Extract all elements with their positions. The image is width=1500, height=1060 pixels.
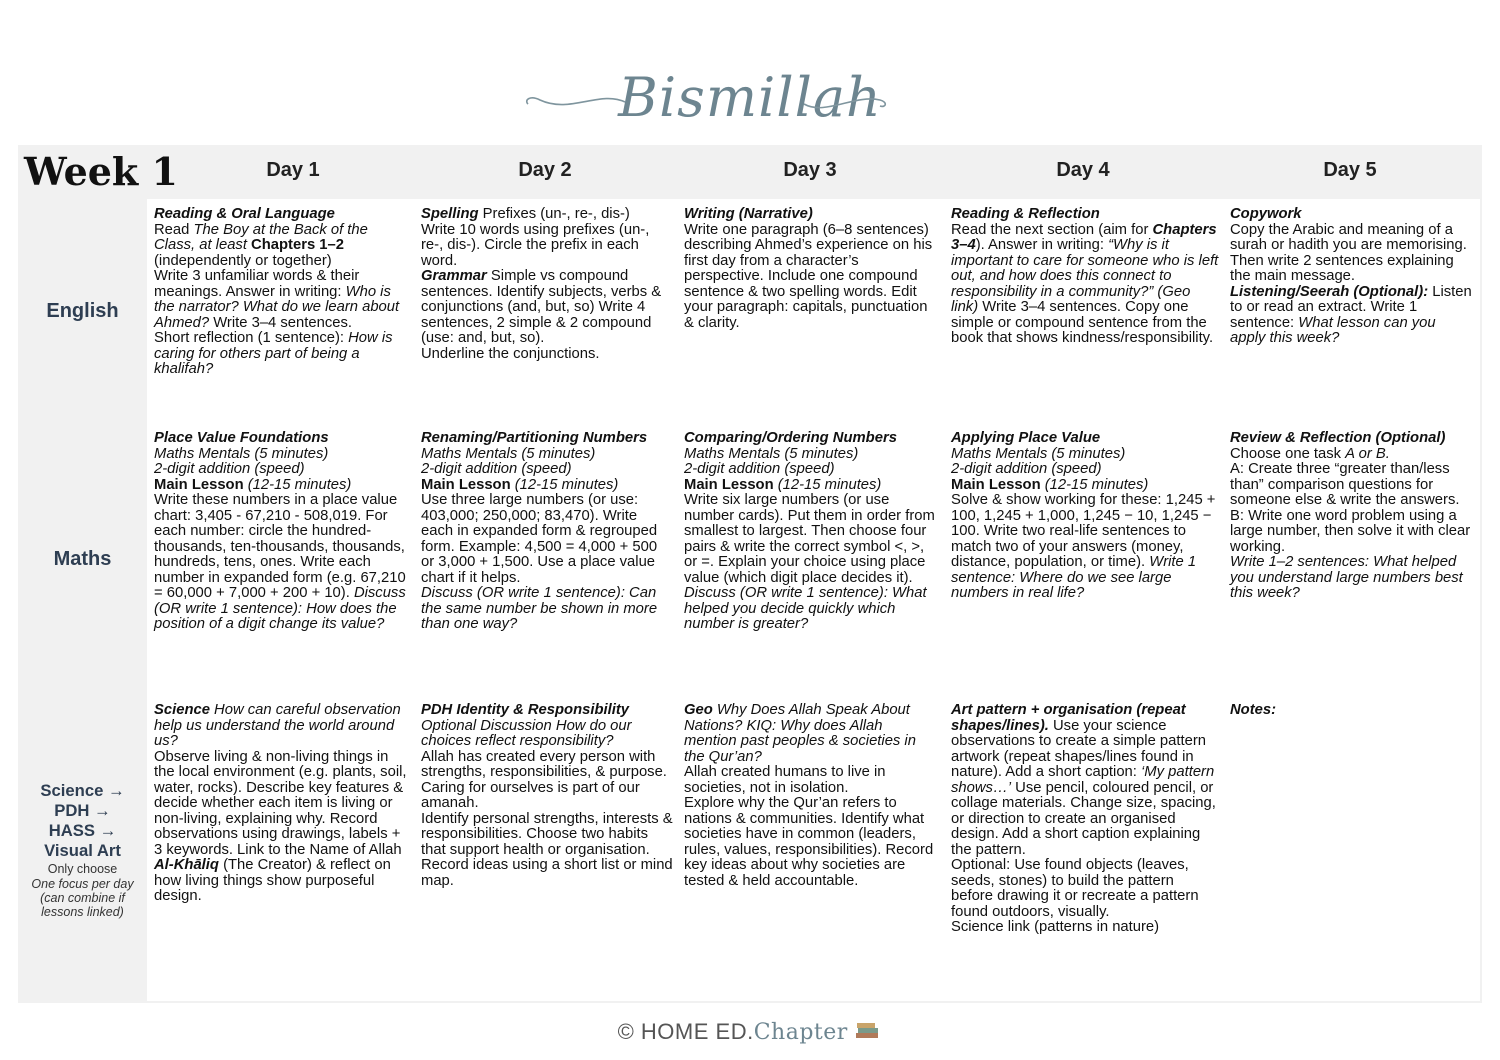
maths-d1-mentals-task: 2-digit addition (speed) <box>154 461 305 477</box>
footer-name: HOME ED. <box>640 1019 754 1044</box>
subject-english: English <box>46 300 119 322</box>
maths-d5-reflection: Write 1–2 sentences: What helped you understand large numbers best this week? <box>1230 554 1463 601</box>
science-d1-text: Observe living & non-living things in the local environment (e.g. plants, soil, water, rocks). Describe key features & decide whether each item is living or non-living, explaining why. Record observations using drawings, labels + 3 keywords. Link to the Name of Allah <box>154 748 407 858</box>
pdh-d2-text: Identify personal strengths, interests & responsibilities. Choose two habits that support health or organisation. Record ideas using a short list or mind map. <box>421 810 673 889</box>
english-d5-question: What lesson can you apply this week? <box>1230 314 1436 346</box>
maths-d2-heading: Renaming/Partitioning Numbers <box>421 430 648 446</box>
english-d3-heading: Writing (Narrative) <box>684 206 813 222</box>
english-day-4-cell <box>951 207 1219 347</box>
art-d4-text: Use pencil, coloured pencil, or collage materials. Change size, spacing, or direction to create an organised design. Add a short caption explaining the pattern. <box>951 779 1216 858</box>
art-d4-text: Use your science observations to create a simple pattern artwork (repeat shapes/lines found in nature). Add a short caption: <box>951 717 1206 780</box>
english-d1-text: Read <box>154 221 194 238</box>
weekly-planner-table <box>18 145 1482 1003</box>
english-d1-text: Short reflection (1 sentence): <box>154 330 349 346</box>
subject-pdh-line: PDH → <box>54 801 111 820</box>
pdh-d2-discussion: Optional Discussion How do our choices reflect responsibility? <box>421 717 632 749</box>
maths-d2-discuss: Discuss (OR write 1 sentence): Can the same number be shown in more than one way? <box>421 585 658 632</box>
maths-d4-mentals-task: 2-digit addition (speed) <box>951 461 1102 477</box>
english-d1-text: (independently or together) <box>154 252 332 269</box>
geo-d3-text: Explore why the Qur’an refers to nations & communities. Identify what societies have in common (leaders, rules, values, responsibilities). Record key ideas about why societies are tested & held accountable. <box>684 795 934 889</box>
maths-d4-heading: Applying Place Value <box>951 430 1101 446</box>
english-d4-text: Write 3–4 sentences. Copy one simple or compound sentence from the book that shows kindness/responsibility. <box>951 299 1214 346</box>
maths-day-1-cell <box>154 431 412 633</box>
english-d1-text: Write 3 unfamiliar words & their meanings. Answer in writing: <box>154 268 360 300</box>
english-d5-heading: Copywork <box>1230 206 1302 222</box>
maths-d5-heading: Review & Reflection (Optional) <box>1230 430 1446 446</box>
science-d1-name-of-allah: Al-Khāliq <box>154 857 219 873</box>
maths-d5-text: Choose one task <box>1230 445 1346 462</box>
english-d1-book: The Boy at the Back of the Class, at least <box>154 221 368 253</box>
maths-d3-mentals-task: 2-digit addition (speed) <box>684 461 835 477</box>
english-d2-heading: Spelling <box>421 206 479 222</box>
maths-d4-main-time: (12-15 minutes) <box>1040 476 1149 493</box>
english-d2-text: Write 10 words using prefixes (un-, re-, dis-). Circle the prefix in each word. <box>421 221 650 269</box>
english-d5-text: Listen to or read an extract. Write 1 sentence: <box>1230 283 1472 331</box>
footer-brand: Chapter <box>753 1020 848 1045</box>
day-4-header: Day 4 <box>1056 159 1110 181</box>
maths-day-4-cell <box>951 431 1219 602</box>
copyright-symbol: © <box>617 1019 635 1044</box>
english-d3-text: Write one paragraph (6–8 sentences) describing Ahmed’s experience on his first day from a character’s perspective. Include one compound sentence & two spelling words. Edit your paragraph: capitals, punctuation & clarity. <box>684 221 933 331</box>
english-d4-chapters: Chapters 3–4 <box>951 221 1217 253</box>
flourish-left-icon <box>520 88 630 118</box>
science-d1-text: (The Creator) & reflect on how living things show purposeful design. <box>154 857 391 904</box>
english-d4-heading: Reading & Reflection <box>951 206 1100 222</box>
science-day-1-cell <box>154 703 412 905</box>
maths-d5-options: A or B. <box>1345 445 1390 462</box>
art-d4-optional: Optional: Use found objects (leaves, seeds, stones) to build the pattern before drawing it or recreate a pattern found outdoors, visually. <box>951 857 1199 920</box>
english-d4-text: ). Answer in writing: <box>975 237 1109 253</box>
maths-d4-main-lesson: Main Lesson <box>951 476 1041 493</box>
day-5-header: Day 5 <box>1323 159 1377 181</box>
geo-d3-heading: Geo <box>684 702 713 718</box>
geo-day-3-cell <box>684 703 938 889</box>
maths-day-5-cell <box>1230 431 1474 602</box>
subject-art-line: Visual Art <box>44 841 121 860</box>
english-d4-question: “Why is it important to care for someone who is left out, and how does this connect to responsibility in a community?” (Geo link) <box>951 237 1219 315</box>
subject-note-only: Only choose <box>47 862 118 876</box>
art-day-4-cell <box>951 703 1219 936</box>
subject-science-pdh-hass-art <box>18 781 147 919</box>
header-row <box>18 145 1482 195</box>
subject-note-focus: One focus per day (can combine if lessons linked) <box>31 877 134 919</box>
maths-d2-main-time: (12-15 minutes) <box>510 476 619 493</box>
maths-day-2-cell <box>421 431 673 633</box>
maths-d2-main-lesson: Main Lesson <box>421 476 511 493</box>
english-d1-chapters: Chapters 1–2 <box>246 237 344 253</box>
footer <box>0 1019 1500 1045</box>
maths-d5-task-b: B: Write one word problem using a large number, then solve it with clear working. <box>1230 507 1471 555</box>
maths-d4-mentals: Maths Mentals (5 minutes) <box>951 445 1126 462</box>
page-title: Bismillah <box>618 66 882 129</box>
day-3-header: Day 3 <box>783 159 837 181</box>
maths-d3-heading: Comparing/Ordering Numbers <box>684 430 897 446</box>
english-d5-heading: Listening/Seerah (Optional): <box>1230 283 1429 300</box>
notes-day-5-cell <box>1230 703 1472 719</box>
english-d1-text: Write 3–4 sentences. <box>209 314 352 331</box>
art-d4-heading: Art pattern + organisation (repeat shapes/lines). <box>951 702 1186 734</box>
flourish-right-icon <box>800 88 890 118</box>
english-d2-heading: Grammar <box>421 268 487 284</box>
maths-day-3-cell <box>684 431 938 633</box>
subject-science-line: Science → <box>40 781 125 800</box>
notes-heading: Notes: <box>1230 702 1277 718</box>
pdh-day-2-cell <box>421 703 673 889</box>
maths-d2-mentals: Maths Mentals (5 minutes) <box>421 445 596 462</box>
maths-d3-main-time: (12-15 minutes) <box>773 476 882 493</box>
maths-d2-text: Use three large numbers (or use: 403,000; 250,000; 83,470). Write each in expanded form & regrouped form. Example: 4,500 = 4,000 + 500 or 3,000 + 1,500. Use a place value chart if it helps. <box>421 492 658 586</box>
english-day-5-cell <box>1230 207 1472 347</box>
maths-d1-heading: Place Value Foundations <box>154 430 329 446</box>
maths-d1-discuss: Discuss (OR write 1 sentence): How does the position of a digit change its value? <box>154 585 406 632</box>
english-d1-reflection: How is caring for others part of being a khalifah? <box>154 330 393 377</box>
subject-hass-line: HASS → <box>48 821 117 840</box>
maths-d1-mentals: Maths Mentals (5 minutes) <box>154 445 329 462</box>
science-d1-question: How can careful observation help us understand the world around us? <box>154 702 401 749</box>
english-day-3-cell <box>684 207 938 331</box>
pdh-d2-heading: PDH Identity & Responsibility <box>421 702 630 718</box>
english-day-1-cell <box>154 207 412 378</box>
art-d4-caption: ‘My pattern shows…’ <box>951 764 1215 796</box>
maths-d3-discuss: Discuss (OR write 1 sentence): What helped you decide quickly which number is greater? <box>684 585 927 632</box>
maths-d2-mentals-task: 2-digit addition (speed) <box>421 461 572 477</box>
subject-maths: Maths <box>53 548 112 570</box>
maths-d1-text: Write these numbers in a place value chart: 3,405 - 67,210 - 508,019. For each number: circle the hundred-thousands, ten-thousands, thousands, hundreds, tens, ones. Write each number in expanded form (e.g. 67,210 = 60,000 + 7,000 + 200 + 10). <box>154 492 406 601</box>
english-day-2-cell <box>421 207 673 362</box>
english-d4-text: Read the next section (aim for <box>951 221 1153 238</box>
english-d2-text: Underline the conjunctions. <box>421 345 600 362</box>
english-d1-question: Who is the narrator? What do we learn about Ahmed? <box>154 283 400 331</box>
english-d1-heading: Reading & Oral Language <box>154 206 335 222</box>
geo-d3-text: Allah created humans to live in societies, not in isolation. <box>684 764 886 796</box>
geo-d3-question: Why Does Allah Speak About Nations? KIQ: Why does Allah mention past peoples & societies in the Qur’an? <box>684 702 916 765</box>
maths-d4-question: Write 1 sentence: Where do we see large numbers in real life? <box>951 554 1197 601</box>
maths-d4-text: Solve & show working for these: 1,245 + 100, 1,245 + 1,000, 1,245 − 10, 1,245 − 100. Write two real-life sentences to match two of your answers (money, distance, population, or time). <box>951 492 1216 570</box>
maths-d1-main-time: (12-15 minutes) <box>243 476 352 493</box>
maths-d1-main-lesson: Main Lesson <box>154 476 244 493</box>
pdh-d2-text: Allah has created every person with strengths, responsibilities, & purpose. Caring for ourselves is part of our amanah. <box>421 748 667 811</box>
english-d2-text: Prefixes (un-, re-, dis-) <box>478 206 630 222</box>
science-d1-heading: Science <box>154 702 210 718</box>
day-2-header: Day 2 <box>518 159 572 181</box>
week-label: Week 1 <box>24 149 178 194</box>
english-d2-text: Simple vs compound sentences. Identify subjects, verbs & conjunctions (and, but, so) Write 4 sentences, 2 simple & 2 compound (use: and, but, so). <box>421 268 662 346</box>
maths-d3-main-lesson: Main Lesson <box>684 476 774 493</box>
english-d5-text: Copy the Arabic and meaning of a surah or hadith you are memorising. Then write 2 sentences explaining the main message. <box>1230 221 1467 284</box>
maths-d3-mentals: Maths Mentals (5 minutes) <box>684 445 859 462</box>
maths-d5-task-a: A: Create three “greater than/less than” comparison questions for someone else & write the answers. <box>1230 461 1460 508</box>
maths-d3-text: Write six large numbers (or use number cards). Put them in order from smallest to largest. Then choose four pairs & write the correct symbol <, >, or =. Explain your choice using place value (which digit place decides it). <box>684 492 935 586</box>
day-1-header: Day 1 <box>266 159 320 181</box>
books-icon <box>854 1019 882 1041</box>
art-d4-science-link: Science link (patterns in nature) <box>951 919 1160 935</box>
